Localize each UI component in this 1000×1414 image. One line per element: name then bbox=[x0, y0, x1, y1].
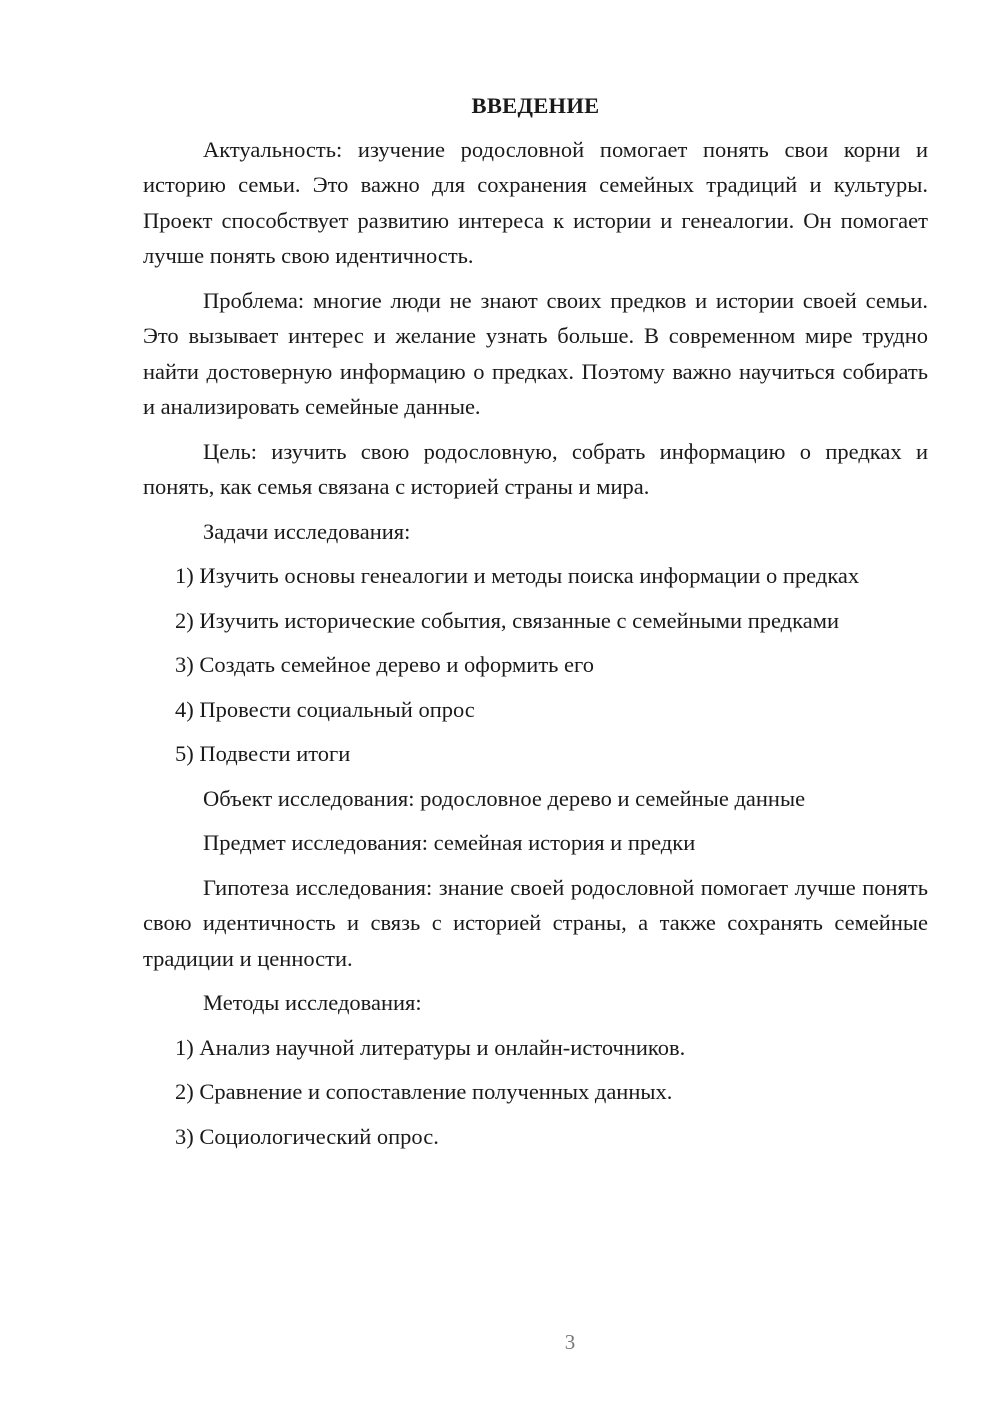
task-item: 1) Изучить основы генеалогии и методы поиска информации о предках bbox=[175, 563, 860, 588]
tasks-heading: Задачи исследования: bbox=[203, 518, 411, 544]
method-item: 1) Анализ научной литературы и онлайн-источников. bbox=[175, 1034, 686, 1060]
method-item: 2) Сравнение и сопоставление полученных данных. bbox=[175, 1079, 673, 1104]
task-item: 3) Создать семейное дерево и оформить его bbox=[175, 652, 594, 677]
object-paragraph: Объект исследования: родословное дерево и семейные данные bbox=[203, 785, 806, 811]
task-item: 2) Изучить исторические события, связанные с семейными предками bbox=[175, 607, 839, 633]
subject-paragraph: Предмет исследования: семейная история и предки bbox=[203, 830, 696, 855]
hypothesis-paragraph: Гипотеза исследования: знание своей родословной помогает лучше понять свою идентичность и связь с историей страны, а также сохранять семейные традиции и ценности. bbox=[143, 874, 928, 971]
relevance-paragraph: Актуальность: изучение родословной помогает понять свои корни и историю семьи. Это важно для сохранения семейных традиций и культуры. Проект способствует развитию интереса к истории и генеалогии. Он помогает лучше понять свою идентичность. bbox=[143, 136, 928, 268]
method-item: 3) Социологический опрос. bbox=[175, 1123, 439, 1149]
methods-heading: Методы исследования: bbox=[203, 990, 422, 1015]
task-item: 5) Подвести итоги bbox=[175, 741, 351, 766]
document-page bbox=[143, 88, 928, 1163]
page-number: 3 bbox=[564, 1330, 576, 1354]
task-item: 4) Провести социальный опрос bbox=[175, 696, 475, 722]
page-title: ВВЕДЕНИЕ bbox=[471, 93, 600, 118]
goal-paragraph: Цель: изучить свою родословную, собрать информацию о предках и понять, как семья связана с историей страны и мира. bbox=[143, 438, 928, 499]
problem-paragraph: Проблема: многие люди не знают своих предков и истории своей семьи. Это вызывает интерес и желание узнать больше. В современном мире трудно найти достоверную информацию о предках. Поэтому важно научиться собирать и анализировать семейные данные. bbox=[143, 287, 928, 419]
